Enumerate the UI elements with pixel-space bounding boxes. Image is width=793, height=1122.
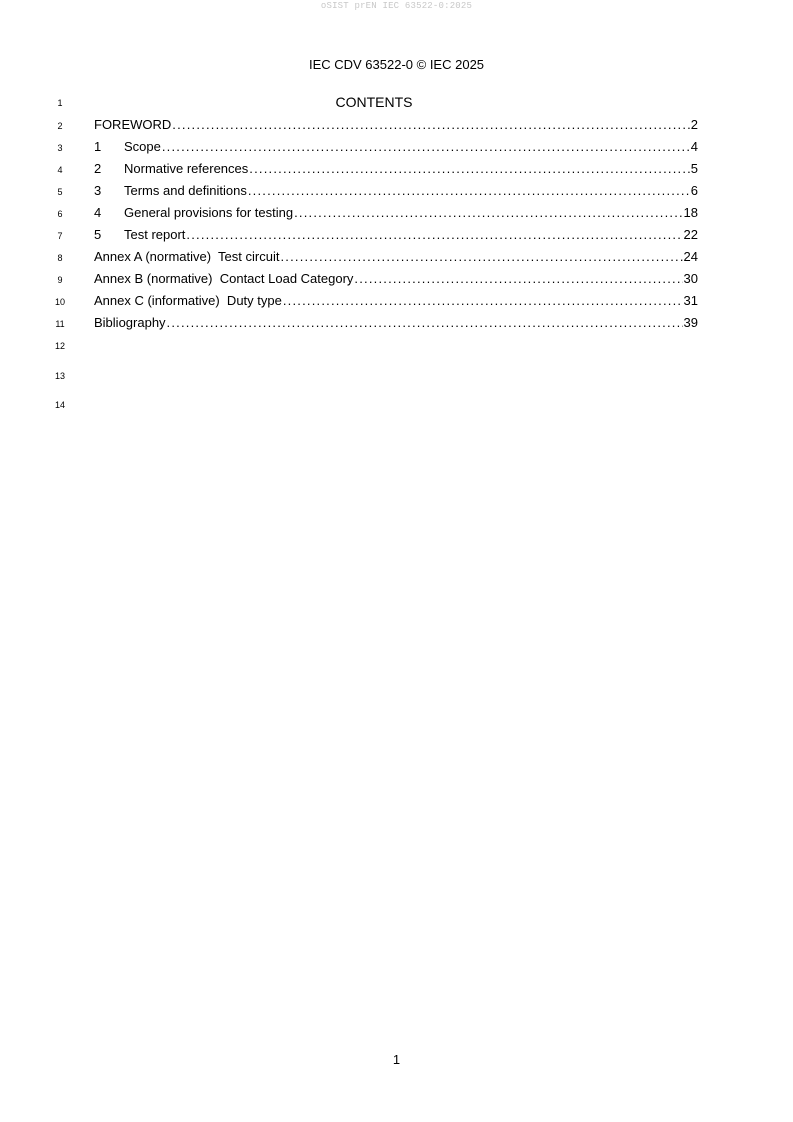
toc-page-number: 18: [683, 205, 698, 220]
toc-dot-leader: [172, 117, 689, 132]
toc-page-number: 5: [690, 161, 698, 176]
toc-dot-leader: [162, 139, 690, 154]
toc-entry-terms-and-definitions[interactable]: [94, 183, 698, 205]
toc-entry-general-provisions[interactable]: [94, 205, 698, 227]
document-header: IEC CDV 63522-0 © IEC 2025: [308, 57, 485, 72]
toc-dot-leader: [186, 227, 682, 242]
line-number: 2: [57, 121, 63, 131]
line-number: 3: [57, 143, 63, 153]
line-number: 11: [55, 319, 65, 329]
toc-page-number: 4: [690, 139, 698, 154]
table-of-contents: [94, 117, 698, 337]
watermark-text: oSIST prEN IEC 63522-0:2025: [320, 1, 473, 11]
toc-entry-annex-c[interactable]: [94, 293, 698, 315]
toc-section-number: 4: [94, 205, 102, 220]
toc-entry-title: Bibliography: [94, 315, 166, 330]
toc-dot-leader: [283, 293, 683, 308]
line-number: 14: [54, 400, 65, 410]
toc-entry-title: Terms and definitions: [124, 183, 247, 198]
toc-dot-leader: [354, 271, 682, 286]
toc-entry-normative-references[interactable]: [94, 161, 698, 183]
toc-section-number: 5: [94, 227, 102, 242]
toc-entry-foreword[interactable]: [94, 117, 698, 139]
toc-entry-title: Normative references: [124, 161, 249, 176]
line-number: 13: [54, 371, 65, 381]
contents-title: CONTENTS: [335, 94, 413, 110]
toc-dot-leader: [167, 315, 683, 330]
line-number: 6: [57, 209, 63, 219]
toc-entry-annex-a[interactable]: [94, 249, 698, 271]
toc-page-number: 39: [683, 315, 698, 330]
toc-entry-title: General provisions for testing: [124, 205, 294, 220]
toc-entry-title: Annex C (informative) Duty type: [94, 293, 282, 308]
line-number: 9: [57, 275, 63, 285]
line-number: 4: [57, 165, 63, 175]
line-number: 12: [54, 341, 65, 351]
toc-section-number: 2: [94, 161, 102, 176]
toc-page-number: 31: [683, 293, 698, 308]
line-number: 7: [57, 231, 63, 241]
toc-dot-leader: [280, 249, 682, 264]
toc-dot-leader: [249, 161, 689, 176]
toc-section-number: 3: [94, 183, 102, 198]
toc-page-number: 30: [683, 271, 698, 286]
toc-entry-bibliography[interactable]: [94, 315, 698, 337]
toc-dot-leader: [294, 205, 682, 220]
line-number: 1: [57, 98, 63, 108]
toc-page-number: 6: [690, 183, 698, 198]
line-number: 5: [57, 187, 63, 197]
toc-entry-title: FOREWORD: [94, 117, 172, 132]
toc-entry-scope[interactable]: [94, 139, 698, 161]
toc-entry-annex-b[interactable]: [94, 271, 698, 293]
toc-entry-title: Annex A (normative) Test circuit: [94, 249, 280, 264]
toc-dot-leader: [248, 183, 690, 198]
toc-section-number: 1: [94, 139, 102, 154]
toc-page-number: 24: [683, 249, 698, 264]
toc-page-number: 2: [690, 117, 698, 132]
toc-entry-title: Annex B (normative) Contact Load Category: [94, 271, 354, 286]
line-number: 8: [57, 253, 63, 263]
line-number: 10: [54, 297, 65, 307]
toc-entry-title: Test report: [124, 227, 186, 242]
toc-entry-test-report[interactable]: [94, 227, 698, 249]
page-number: 1: [392, 1052, 401, 1067]
toc-page-number: 22: [683, 227, 698, 242]
toc-entry-title: Scope: [124, 139, 161, 154]
